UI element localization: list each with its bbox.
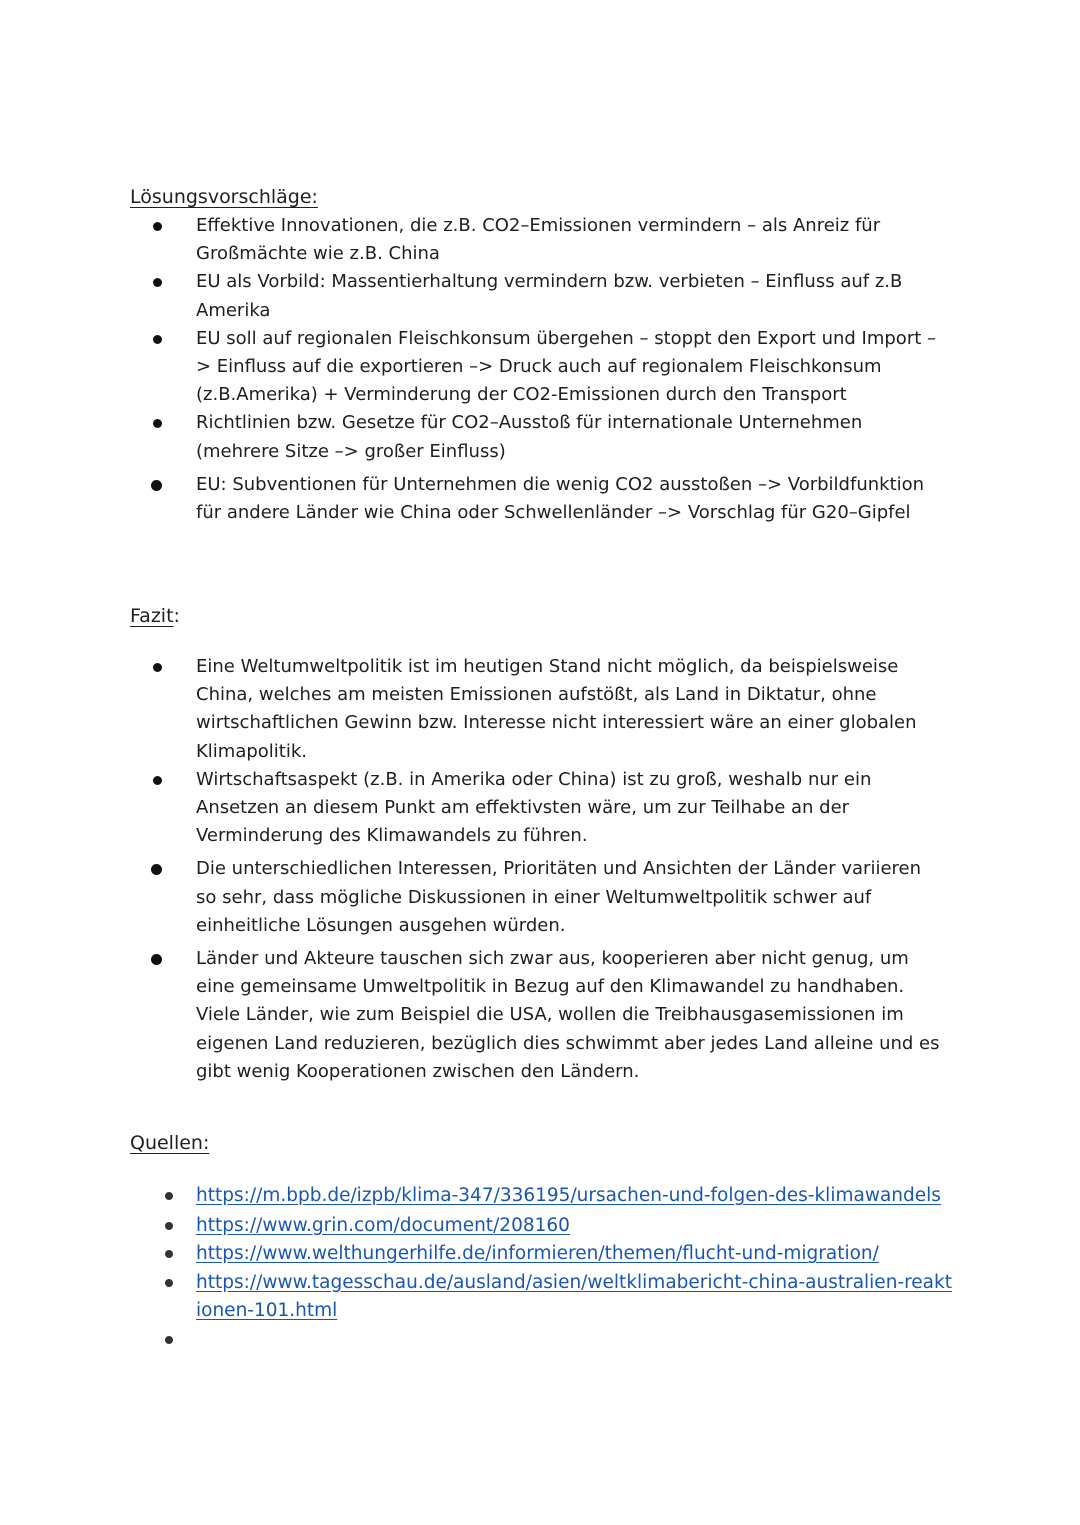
- loesungen-item: [0, 471, 946, 527]
- bullet-icon: [165, 1222, 173, 1230]
- source-item: [0, 1269, 956, 1326]
- bullet-icon: [151, 954, 162, 965]
- bullet-icon: [151, 864, 162, 875]
- bullet-icon: [165, 1336, 173, 1344]
- bullet-icon: [165, 1250, 173, 1258]
- bullet-icon: [153, 222, 162, 231]
- loesungen-heading: [130, 183, 318, 211]
- bullet-icon: [153, 776, 162, 785]
- quellen-heading-text: Quellen:: [130, 1132, 210, 1154]
- loesungen-item: [0, 268, 946, 324]
- bullet-icon: [153, 663, 162, 672]
- loesungen-item-text: EU als Vorbild: Massentierhaltung vermindern bzw. verbieten – Einfluss auf z.B Amerika: [196, 271, 903, 321]
- quellen-list: [0, 1182, 1080, 1355]
- loesungen-list: [0, 212, 1080, 527]
- fazit-heading-text: Fazit: [130, 605, 174, 627]
- loesungen-item-text: EU soll auf regionalen Fleischkonsum übergehen – stoppt den Export und Import –> Einfluss auf die exportieren –> Druck auch auf regionalem Fleischkonsum (z.B.Amerika) + Verminderung der CO2-Emissionen durch den Transport: [196, 327, 937, 406]
- source-item: [0, 1182, 956, 1211]
- bullet-icon: [153, 278, 162, 287]
- fazit-item-text: Wirtschaftsaspekt (z.B. in Amerika oder China) ist zu groß, weshalb nur ein Ansetzen an diesem Punkt am effektivsten wäre, um zur Teilhabe an der Verminderung des Klimawandels zu führen.: [196, 768, 872, 847]
- source-item: [0, 1212, 956, 1241]
- fazit-item-text: Die unterschiedlichen Interessen, Prioritäten und Ansichten der Länder variieren so sehr, dass mögliche Diskussionen in einer Weltumweltpolitik schwer auf einheitliche Lösungen ausgehen würden.: [196, 858, 922, 936]
- loesungen-item: [0, 325, 946, 410]
- source-link[interactable]: https://www.tagesschau.de/ausland/asien/weltklimabericht-china-australien-reaktionen-101.html: [196, 1271, 952, 1322]
- bullet-icon: [153, 335, 162, 344]
- fazit-heading-colon: :: [173, 605, 180, 627]
- bullet-icon: [165, 1192, 173, 1200]
- bullet-icon: [151, 480, 162, 491]
- fazit-heading: [130, 602, 180, 630]
- source-link[interactable]: https://www.grin.com/document/208160: [196, 1214, 570, 1236]
- fazit-item-text: Länder und Akteure tauschen sich zwar aus, kooperieren aber nicht genug, um eine gemeinsame Umweltpolitik in Bezug auf den Klimawandel zu handhaben. Viele Länder, wie zum Beispiel die USA, wollen die Treibhausgasemissionen im eigenen Land reduzieren, bezüglich dies schwimmt aber jedes Land alleine und es gibt wenig Kooperationen zwischen den Ländern.: [196, 948, 940, 1082]
- loesungen-item-text: EU: Subventionen für Unternehmen die wenig CO2 ausstoßen –> Vorbildfunktion für andere Länder wie China oder Schwellenländer –> Vorschlag für G20–Gipfel: [196, 473, 925, 524]
- loesungen-item: [0, 212, 946, 268]
- loesungen-item-text: Effektive Innovationen, die z.B. CO2–Emissionen vermindern – als Anreiz für Großmächte wie z.B. China: [196, 215, 881, 265]
- fazit-item-text: Eine Weltumweltpolitik ist im heutigen Stand nicht möglich, da beispielsweise China, welches am meisten Emissionen aufstößt, als Land in Diktatur, ohne wirtschaftlichen Gewinn bzw. Interesse nicht interessiert wäre an einer globalen Klimapolitik.: [196, 656, 917, 762]
- fazit-list: [0, 653, 1080, 1086]
- loesungen-heading-text: Lösungsvorschläge:: [130, 186, 318, 208]
- source-link[interactable]: https://www.welthungerhilfe.de/informieren/themen/flucht-und-migration/: [196, 1243, 879, 1265]
- fazit-item: [0, 855, 946, 940]
- bullet-icon: [153, 419, 162, 428]
- source-item-empty: [0, 1326, 956, 1355]
- fazit-item: [0, 653, 946, 766]
- loesungen-item: [0, 409, 946, 465]
- fazit-item: [0, 945, 946, 1086]
- fazit-item: [0, 766, 946, 851]
- quellen-heading: [130, 1129, 209, 1157]
- loesungen-item-text: Richtlinien bzw. Gesetze für CO2–Ausstoß für internationale Unternehmen (mehrere Sitze –> großer Einfluss): [196, 412, 863, 462]
- source-link[interactable]: https://m.bpb.de/izpb/klima-347/336195/ursachen-und-folgen-des-klimawandels: [196, 1185, 941, 1206]
- source-item: [0, 1240, 956, 1269]
- bullet-icon: [165, 1279, 173, 1287]
